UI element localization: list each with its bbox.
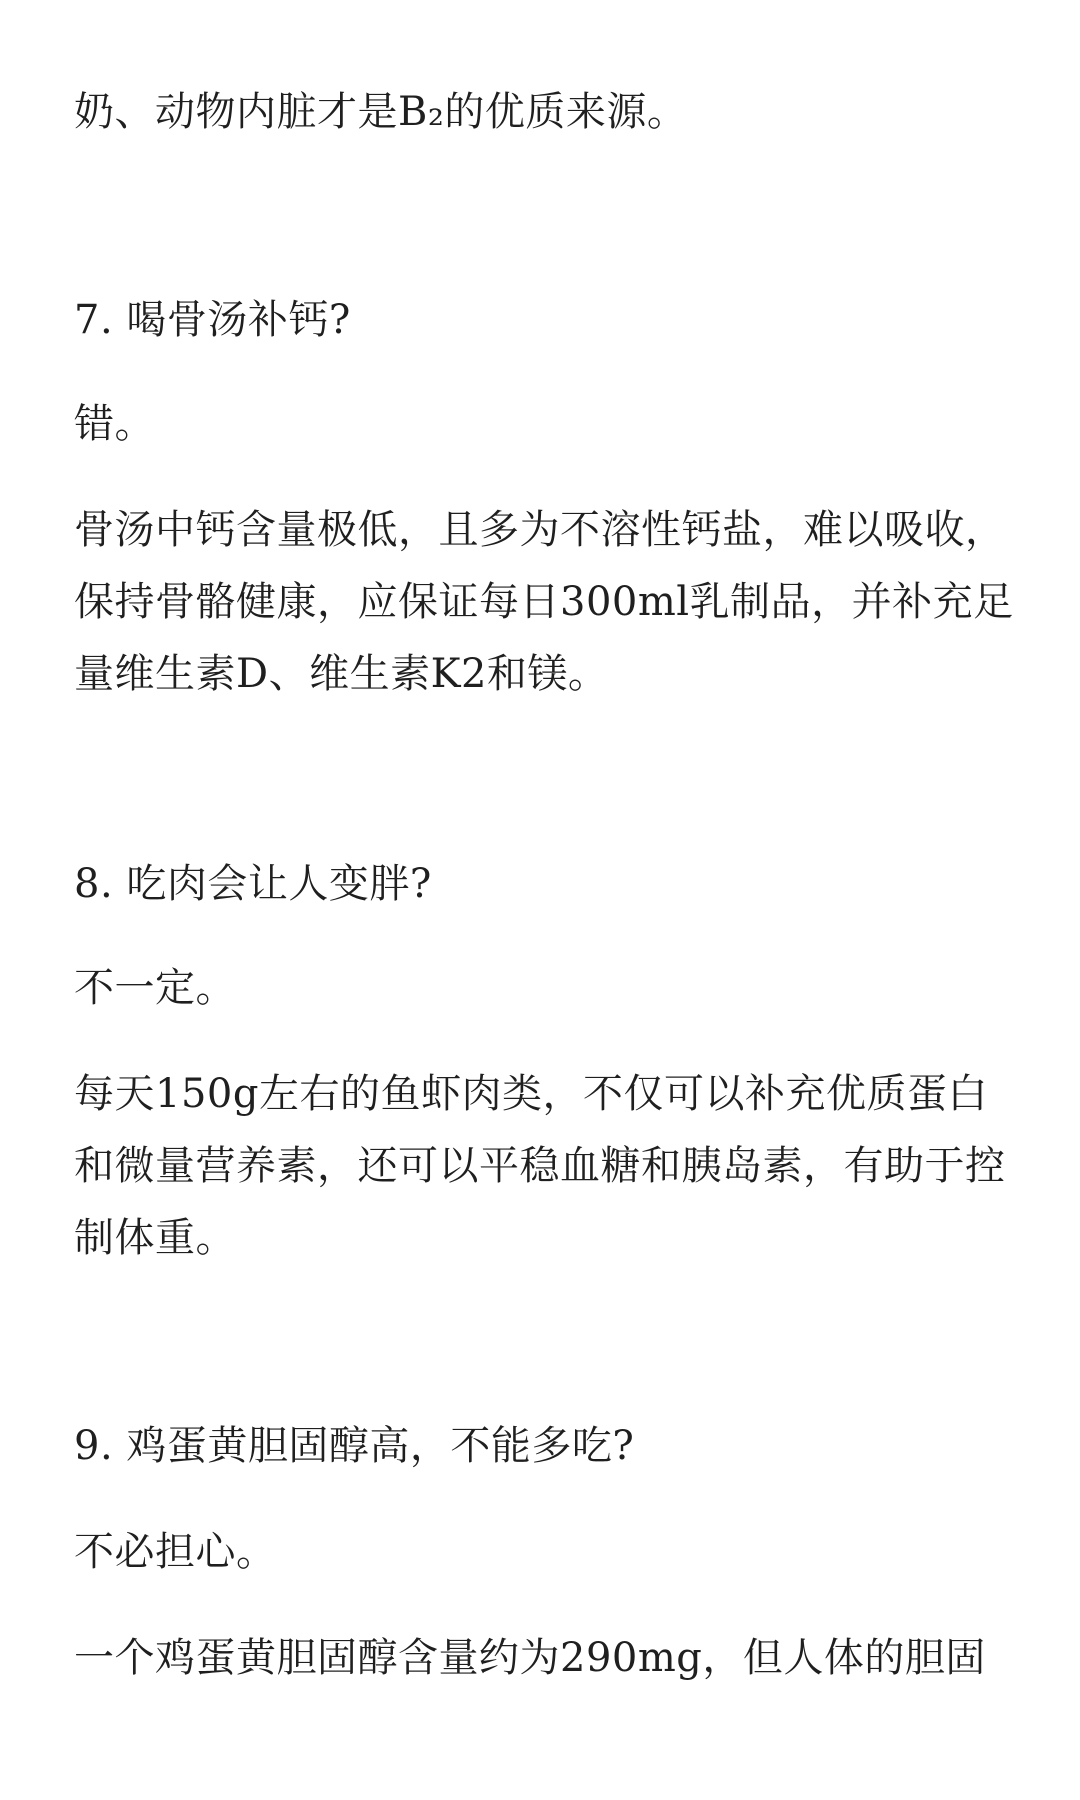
question-7-title: 7. 喝骨汤补钙? [74,297,351,343]
question-9-verdict: 不必担心。 [74,1529,277,1575]
question-8-body: 每天150g左右的鱼虾肉类，不仅可以补充优质蛋白和微量营养素，还可以平稳血糖和胰岛素，有助于控制体重。 [74,1071,1006,1261]
paragraph-lead-fragment: 奶、动物内脏才是B₂的优质来源。 [74,89,688,135]
question-8-verdict: 不一定。 [74,965,236,1011]
question-7-body: 骨汤中钙含量极低，且多为不溶性钙盐，难以吸收，保持骨骼健康，应保证每日300ml乳制品，并补充足量维生素D、维生素K2和镁。 [74,507,1014,697]
question-7-verdict: 错。 [74,401,155,447]
question-8-title: 8. 吃肉会让人变胖? [74,861,432,907]
question-9-body: 一个鸡蛋黄胆固醇含量约为290mg，但人体的胆固 [74,1635,986,1681]
question-9-title: 9. 鸡蛋黄胆固醇高，不能多吃? [74,1423,635,1469]
